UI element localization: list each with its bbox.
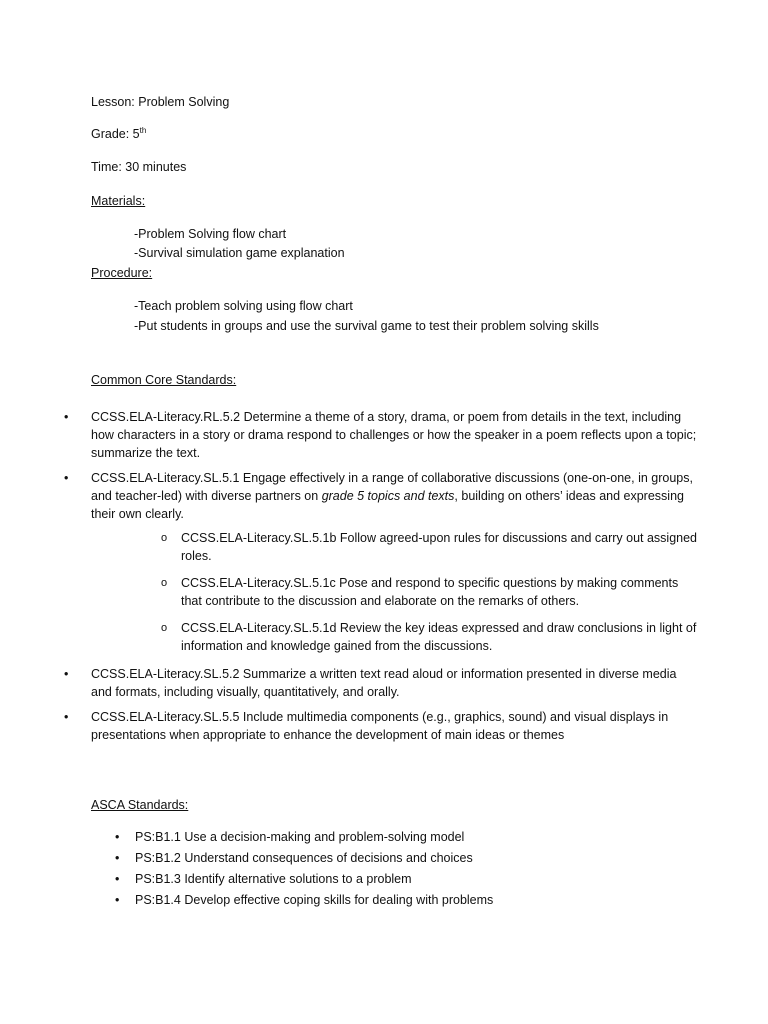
asca-list: [115, 828, 493, 912]
list-item: [60, 665, 700, 701]
bullet-icon: •: [64, 471, 69, 485]
procedure-heading: Procedure:: [91, 266, 153, 280]
list-item: [60, 408, 700, 462]
grade-superscript: th: [139, 125, 147, 135]
materials-item: -Survival simulation game explanation: [134, 246, 345, 260]
standard-text: , building on others’ ideas and expressing their own clearly.: [91, 489, 684, 521]
grade-text: Grade: 5: [91, 127, 140, 141]
list-item: [115, 849, 493, 870]
common-core-list: [60, 408, 700, 751]
asca-standard-text: PS:B1.3 Identify alternative solutions to a problem: [135, 872, 412, 886]
materials-item: -Problem Solving flow chart: [134, 227, 287, 241]
sub-list-item: [91, 574, 700, 610]
circle-bullet-icon: o: [161, 577, 168, 589]
time-line: Time: 30 minutes: [91, 160, 187, 174]
bullet-icon: •: [115, 872, 120, 886]
standard-italic-text: grade 5 topics and texts: [321, 489, 455, 503]
procedure-item: -Put students in groups and use the survival game to test their problem solving skills: [134, 319, 599, 333]
circle-bullet-icon: o: [161, 532, 168, 544]
bullet-icon: •: [115, 893, 120, 907]
lesson-line: Lesson: Problem Solving: [91, 95, 230, 109]
standard-text: CCSS.ELA-Literacy.SL.5.2 Summarize a written text read aloud or information presented in diverse media and formats, including visually, quantitatively, and orally.: [91, 667, 677, 699]
sub-standard-text: CCSS.ELA-Literacy.SL.5.1c Pose and respond to specific questions by making comments that contribute to the discussion and elaborate on the remarks of others.: [181, 576, 679, 608]
materials-heading: Materials:: [91, 194, 146, 208]
sub-standard-text: CCSS.ELA-Literacy.SL.5.1b Follow agreed-upon rules for discussions and carry out assigned roles.: [181, 531, 698, 563]
asca-standard-text: PS:B1.4 Develop effective coping skills for dealing with problems: [135, 893, 494, 907]
sub-standard-text: CCSS.ELA-Literacy.SL.5.1d Review the key ideas expressed and draw conclusions in light of information and knowledge gained from the discussions.: [181, 621, 697, 653]
list-item: [60, 708, 700, 744]
circle-bullet-icon: o: [161, 622, 168, 634]
bullet-icon: •: [115, 851, 120, 865]
asca-heading: ASCA Standards:: [91, 798, 189, 812]
asca-standard-text: PS:B1.1 Use a decision-making and problem-solving model: [135, 830, 465, 844]
procedure-item: -Teach problem solving using flow chart: [134, 299, 353, 313]
list-item: [115, 891, 493, 912]
sub-list-item: [91, 619, 700, 655]
list-item: [115, 828, 493, 849]
sub-list-item: [91, 529, 700, 565]
bullet-icon: •: [64, 410, 69, 424]
bullet-icon: •: [64, 667, 69, 681]
common-core-heading: Common Core Standards:: [91, 373, 237, 387]
list-item: [60, 469, 700, 655]
standard-text: CCSS.ELA-Literacy.RL.5.2 Determine a theme of a story, drama, or poem from details in the text, including how characters in a story or drama respond to challenges or how the speaker in a poem reflects upon a topic; summarize the text.: [91, 410, 697, 460]
standard-text: CCSS.ELA-Literacy.SL.5.1 Engage effectively in a range of collaborative discussions (one-on-one, in groups, and teacher-led) with diverse partners on: [91, 471, 693, 503]
grade-line: [91, 125, 146, 143]
sub-standard-list: [91, 529, 700, 655]
bullet-icon: •: [115, 830, 120, 844]
bullet-icon: •: [64, 710, 69, 724]
list-item: [115, 870, 493, 891]
asca-standard-text: PS:B1.2 Understand consequences of decisions and choices: [135, 851, 473, 865]
standard-text: CCSS.ELA-Literacy.SL.5.5 Include multimedia components (e.g., graphics, sound) and visual displays in presentations when appropriate to enhance the development of main ideas or themes: [91, 710, 669, 742]
